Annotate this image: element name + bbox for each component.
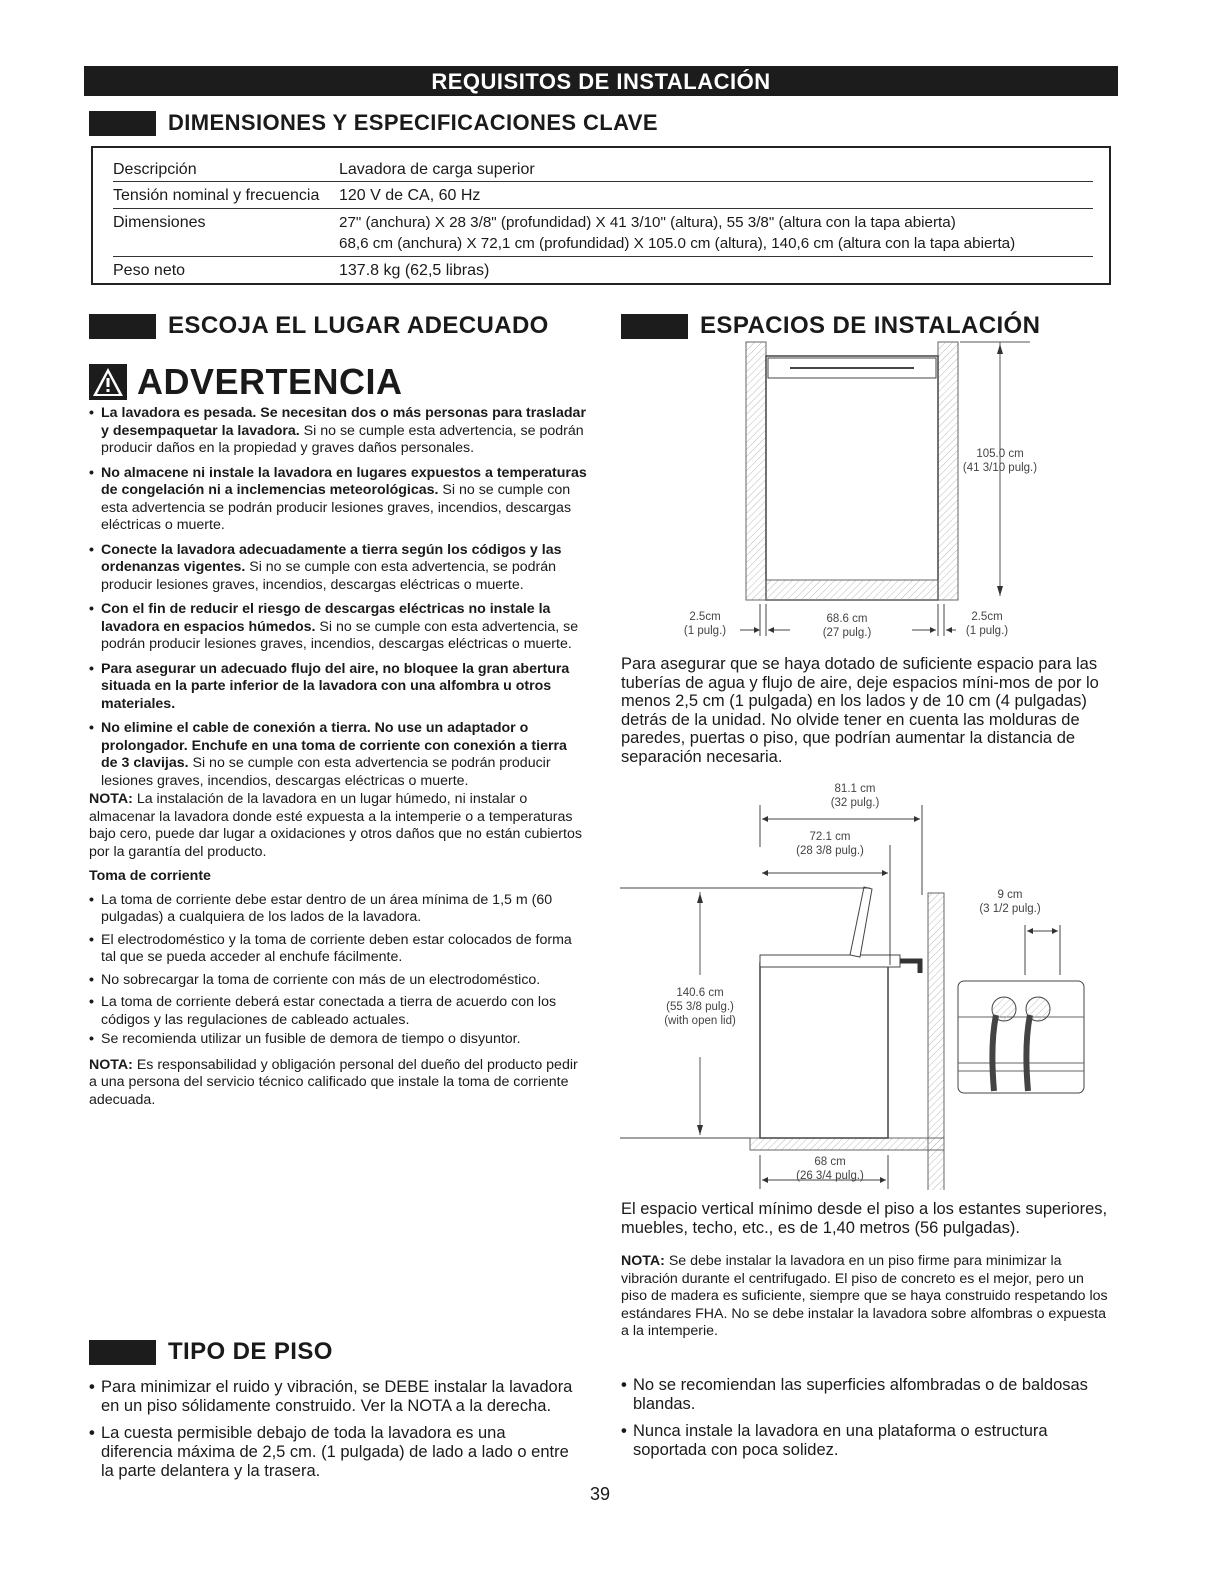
dim-value-in: (3 1/2 pulg.) [979,903,1041,915]
dim-value-in: (1 pulg.) [965,625,1009,637]
divider [113,208,1093,209]
section-bar [621,314,688,339]
section-bar [89,1340,156,1365]
warning-bold: No almacene ni instale la lavadora en lugares expuestos a temperaturas de congelación ni a inclemencias meteorológicas. [101,464,587,498]
warning-bold: La lavadora es pesada. Se necesitan dos o más personas para trasladar y desempaquetar la lavadora. [101,405,586,439]
warning-item [89,542,587,595]
floor-title: TIPO DE PISO [168,1338,333,1365]
section-bar [89,314,156,339]
warning-bold: Con el fin de reducir el riesgo de descargas eléctricas no instale la lavadora en espacios húmedos. [101,601,551,635]
washer-front [766,356,938,600]
dim-value-in: (55 3/8 pulg.) [666,1001,734,1013]
dim-value: 68.6 cm [826,613,868,625]
spaces-item: • Nunca instale la lavadora en una plataforma o estructura soportada con poca solidez. [621,1422,1111,1460]
dim-value-in: (41 3/10 pulg.) [962,462,1038,474]
spec-value: 27" (anchura) X 28 3/8" (profundidad) X 41 3/10" (altura), 55 3/8" (altura con la tapa abierta) [339,214,956,231]
warning-item [89,661,587,714]
note [89,791,587,861]
outlet-item: • La toma de corriente deberá estar conectada a tierra de acuerdo con los códigos y las regulaciones de cableado actuales. [89,994,587,1029]
outlet-item: • Se recomienda utilizar un fusible de demora de tiempo o disyuntor. [89,1031,587,1049]
outlet-title: Toma de corriente [89,868,211,884]
spec-label: Descripción [113,161,197,178]
spec-label: Dimensiones [113,214,206,231]
location-header [89,312,549,340]
washer-side [760,963,888,1138]
outlet-item: • El electrodoméstico y la toma de corriente deben estar colocados de forma tal que se pueda acceder al enchufe fácilmente. [89,932,587,967]
section-bar [89,111,156,136]
spec-value: 137.8 kg (62,5 libras) [339,262,490,279]
warning-text: Si no se cumple con esta advertencia se podrán producir lesiones graves, incendios, descargas eléctricas o muerte. [101,482,572,533]
floor-item: • Para minimizar el ruido y vibración, se DEBE instalar la lavadora en un piso sólidamente construido. Ver la NOTA a la derecha. [89,1378,579,1416]
warning-title: ADVERTENCIA [137,361,403,402]
warning-bold: No elimine el cable de conexión a tierra. No use un adaptador o prolongador. Enchufe en una toma de corriente con conexión a tierra de 3 clavijas. [101,720,567,771]
spaces-item: • No se recomiendan las superficies alfombradas o de baldosas blandas. [621,1376,1111,1414]
warning-text: Si no se cumple con esta advertencia, se podrán producir lesiones graves, incendios, descargas eléctricas o muerte. [101,618,579,652]
depth-label [780,830,880,858]
specs-table [91,146,1111,285]
note-text: La instalación de la lavadora en un lugar húmedo, ni instalar o almacenar la lavadora donde esté expuesta a la intemperie o a temperaturas bajo cero, puede dar lugar a oxidaciones y otros daños que no están cubiertos por la garantía del producto. [89,791,582,860]
floor-header [89,1338,333,1366]
spec-label: Tensión nominal y frecuencia [113,187,320,204]
spec-value-metric: 68,6 cm (anchura) X 72,1 cm (profundidad) X 105.0 cm (altura), 140,6 cm (altura con la tapa abierta) [339,235,1016,252]
floor-item: • La cuesta permisible debajo de toda la lavadora es una diferencia máxima de 2,5 cm. (1 pulgada) de lado a lado o entre la parte delantera y la trasera. [89,1424,579,1481]
hose-detail [958,981,1084,1093]
dim-value-in: (32 pulg.) [830,797,880,809]
spaces-header [621,312,1040,340]
note-text: Se debe instalar la lavadora en un piso firme para minimizar la vibración durante el centrifugado. El piso de concreto es el mejor, pero un piso de madera es suficiente, siempre que se haya construido respetando los estándares FHA. No se debe instalar la lavadora sobre alfombras o expuesta a la intemperie. [621,1253,1108,1339]
outlet-item: • La toma de corriente debe estar dentro de un área mínima de 1,5 m (60 pulgadas) a cualquiera de los lados de la lavadora. [89,892,587,927]
spaces-title: ESPACIOS DE INSTALACIÓN [700,312,1041,339]
note [89,1057,587,1110]
warning-text: Si no se cumple con esta advertencia, se podrán producir lesiones graves, incendios, descargas eléctricas o muerte. [101,559,557,593]
floor [750,1138,944,1150]
dim-value: 72.1 cm [809,831,851,843]
note-label: NOTA: [89,791,133,807]
right-gap-label [952,610,1022,638]
divider [113,181,1093,182]
spaces-note [621,1253,1111,1341]
note-label: NOTA: [89,1056,133,1073]
warnings-column [89,405,587,1116]
warning-text: Si no se cumple con esta advertencia se podrán producir lesiones graves, incendios, descargas eléctricas o muerte. [101,755,551,789]
base-depth-label [780,1155,880,1183]
warning-item [89,465,587,535]
specs-title: DIMENSIONES Y ESPECIFICACIONES CLAVE [168,110,658,135]
warning-header [89,361,403,403]
outlet-item: • No sobrecargar la toma de corriente con más de un electrodoméstico. [89,972,587,990]
rear-gap-label [955,888,1065,916]
dim-value-in: (26 3/4 pulg.) [796,1170,864,1182]
left-wall [746,342,766,600]
warning-icon [89,364,127,400]
spec-value: 120 V de CA, 60 Hz [339,187,481,204]
dim-value: 9 cm [997,889,1023,901]
dim-value: 2.5cm [971,611,1003,623]
dim-value: 105.0 cm [976,448,1024,460]
height-label [945,447,1055,475]
warning-item [89,601,587,654]
dim-value: 2.5cm [689,611,721,623]
dim-value: 140.6 cm [676,987,724,999]
spec-value: Lavadora de carga superior [339,161,535,178]
page-number: 39 [590,1484,611,1504]
warning-item [89,405,587,458]
spaces-paragraph-2: El espacio vertical mínimo desde el piso a los estantes superiores, muebles, techo, etc., es de 1,40 metros (56 pulgadas). [621,1200,1108,1237]
dim-value: 68 cm [814,1156,846,1168]
floor-list [89,1378,579,1489]
spaces-list [621,1376,1111,1468]
specs-header [89,110,658,136]
dim-value-in: (1 pulg.) [683,625,727,637]
note-text: Es responsabilidad y obligación personal del dueño del producto pedir a una persona del servicio técnico calificado que instale la toma de corriente adecuada. [89,1056,578,1108]
warning-bold: Conecte la lavadora adecuadamente a tierra según los códigos y las ordenanzas vigentes. [101,541,562,575]
warning-bold: Para asegurar un adecuado flujo del aire, no bloquee la gran abertura situada en la parte inferior de la lavadora con una alfombra u otros materiales. [101,660,570,712]
front-clearance-diagram [700,340,1060,646]
spaces-paragraph-1: Para asegurar que se haya dotado de suficiente espacio para las tuberías de agua y flujo de aire, deje espacios míni-mos de por lo menos 2,5 cm (1 pulgada) en los lados y de 10 cm (4 pulgadas) detrás de la unidad. No olvide tener en cuenta las molduras de paredes, puertas o piso, que podrían aumentar la distancia de separación necesaria. [621,655,1099,766]
divider [113,256,1093,257]
page-banner: REQUISITOS DE INSTALACIÓN [84,66,1118,96]
dim-value-in: (27 pulg.) [822,627,872,639]
dim-value-in: (28 3/8 pulg.) [796,845,864,857]
warning-text: Si no se cumple esta advertencia, se podrán producir daños en la propiedad y graves daños personales. [101,422,584,456]
note-label: NOTA: [621,1253,665,1269]
dim-value: 81.1 cm [834,783,876,795]
left-gap-label [670,610,740,638]
total-depth-label [805,782,905,810]
location-title: ESCOJA EL LUGAR ADECUADO [168,312,549,339]
dim-note: (with open lid) [664,1015,736,1027]
open-height-label [650,986,750,1028]
warning-item [89,720,587,790]
open-lid [850,887,872,957]
spec-label: Peso neto [113,262,186,279]
width-label [812,612,882,640]
